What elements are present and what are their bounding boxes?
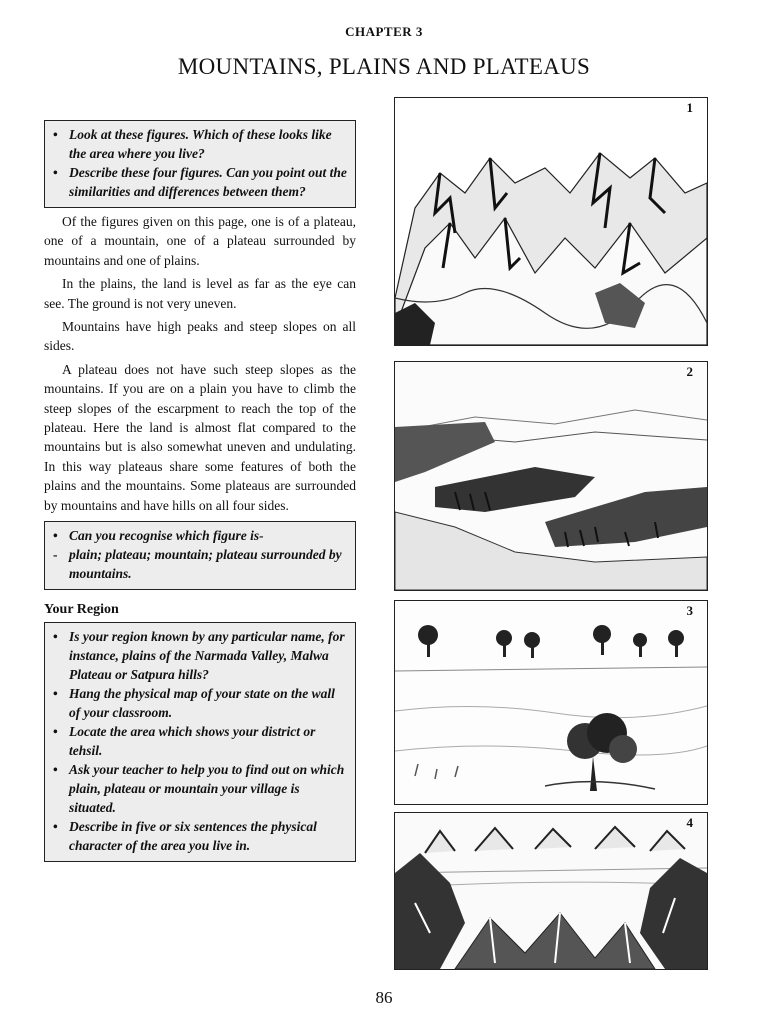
plateau-illustration — [395, 362, 707, 590]
figure-plateau-surrounded — [394, 812, 708, 970]
section-heading: Your Region — [44, 602, 119, 618]
question-box-recognise — [44, 521, 356, 590]
body-paragraph: Mountains have high peaks and steep slopes on all sides. — [44, 319, 356, 354]
question-box-region — [44, 622, 356, 862]
page-number: 86 — [375, 988, 393, 1007]
question-box-figures — [44, 120, 356, 208]
figure-plateau — [394, 361, 708, 591]
question-item: • Is your region known by any particular name, for instance, plains of the Narmada Valley, Malwa Plateau or Satpura hills? — [53, 627, 347, 684]
mountain-illustration — [395, 98, 707, 345]
figure-number: 4 — [686, 815, 693, 830]
figure-number: 1 — [686, 100, 693, 115]
question-item: • Look at these figures. Which of these looks like the area where you live? — [53, 125, 347, 163]
figure-number: 2 — [686, 364, 693, 379]
page-title: MOUNTAINS, PLAINS AND PLATEAUS — [177, 54, 591, 79]
question-item: • Ask your teacher to help you to find out on which plain, plateau or mountain your village is situated. — [53, 760, 347, 817]
question-item: - plain; plateau; mountain; plateau surrounded by mountains. — [53, 545, 347, 583]
figure-plain — [394, 600, 708, 805]
question-item: • Can you recognise which figure is- — [53, 526, 347, 545]
chapter-label: CHAPTER 3 — [345, 24, 423, 39]
body-paragraph: A plateau does not have such steep slopes as the mountains. If you are on a plain you have to climb the steep slopes of the escarpment to reach the top of the plateau. Here the land is almost flat compared to the mountains but is also somewhat uneven and undulating. In this way plateaus share some features of both the plains and the mountains. Some plateaus are surrounded by mountains and have hills on all four sides. — [44, 361, 356, 513]
body-paragraph: Of the figures given on this page, one is of a plateau, one of a mountain, one of a plateau surrounded by mountains and one of plains. — [44, 214, 356, 268]
question-item: • Describe in five or six sentences the physical character of the area you live in. — [53, 817, 347, 855]
plain-illustration — [395, 601, 707, 804]
body-paragraph: In the plains, the land is level as far as the eye can see. The ground is not very uneven. — [44, 276, 356, 311]
question-item: • Hang the physical map of your state on the wall of your classroom. — [53, 684, 347, 722]
figure-number: 3 — [686, 603, 693, 618]
text-column — [44, 120, 356, 862]
question-item: • Locate the area which shows your district or tehsil. — [53, 722, 347, 760]
question-item: • Describe these four figures. Can you point out the similarities and differences between them? — [53, 163, 347, 201]
plateau-mountains-illustration — [395, 813, 707, 969]
figure-mountains — [394, 97, 708, 346]
